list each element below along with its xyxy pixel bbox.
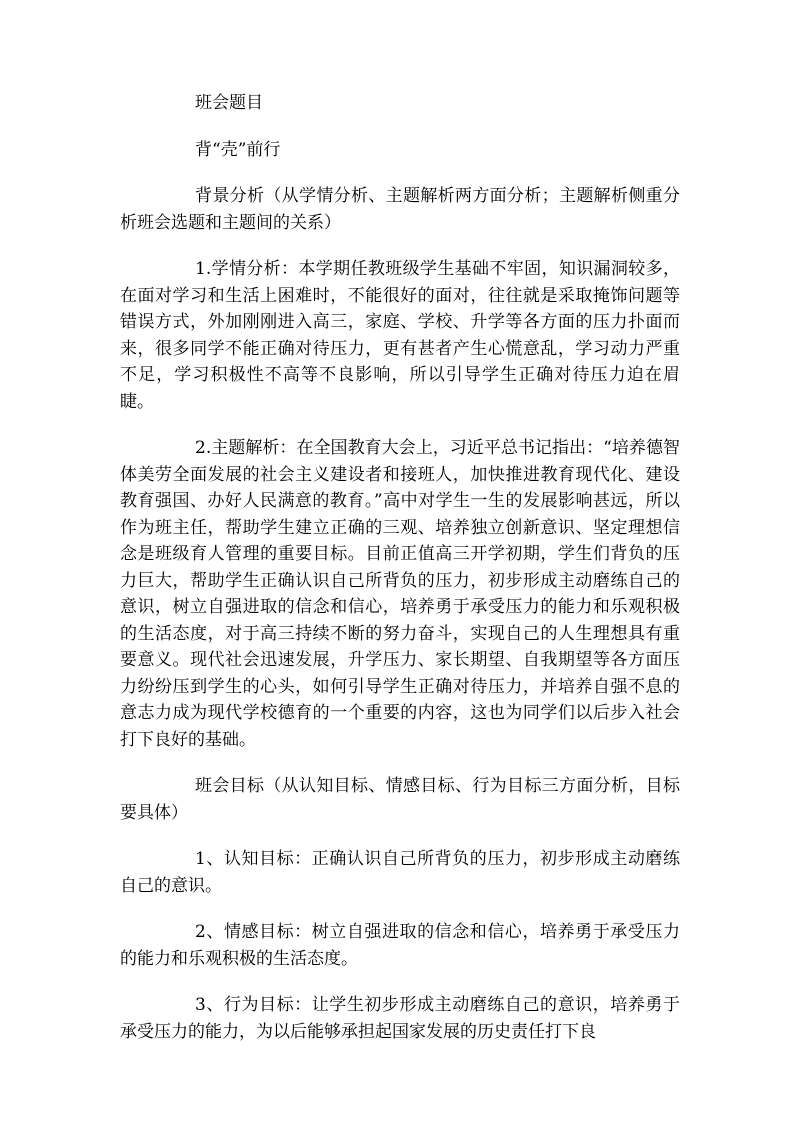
- analysis-paragraph-1: 1.学情分析：本学期任教班级学生基础不牢固，知识漏洞较多，在面对学习和生活上困难时，不能很好的面对，往往就是采取掩饰问题等错误方式，外加刚刚进入高三，家庭、学校、升学等各方面的压力扑面而来，很多同学不能正确对待压力，更有甚者产生心慌意乱，学习动力严重不足，学习积极性不高等不良影响，所以引导学生正确对待压力迫在眉睫。: [120, 259, 680, 412]
- goal-item-3: 3、行为目标：让学生初步形成主动磨练自己的意识，培养勇于承受压力的能力，为以后能够承担起国家发展的历史责任打下良: [120, 995, 680, 1042]
- document-body: [120, 90, 680, 1065]
- title-label: 班会题目: [195, 93, 263, 113]
- goal-heading: 班会目标（从认知目标、情感目标、行为目标三方面分析，目标要具体）: [120, 776, 680, 823]
- page-title: 背“壳”前行: [195, 139, 281, 160]
- goal-item-2: 2、情感目标：树立自强进取的信念和信心，培养勇于承受压力的能力和乐观积极的生活态度。: [120, 922, 680, 969]
- analysis-paragraph-2: 2.主题解析：在全国教育大会上，习近平总书记指出：“培养德智体美劳全面发展的社会主义建设者和接班人，加快推进教育现代化、建设教育强国、办好人民满意的教育。”高中对学生一生的发展影响甚远，所以作为班主任，帮助学生建立正确的三观、培养独立创新意识、坚定理想信念是班级育人管理的重要目标。目前正值高三开学初期，学生们背负的压力巨大，帮助学生正确认识自己所背负的压力，初步形成主动磨练自己的意识，树立自强进取的信念和信心，培养勇于承受压力的能力和乐观积极的生活态度，对于高三持续不断的努力奋斗，实现自己的人生理想具有重要意义。现代社会迅速发展，升学压力、家长期望、自我期望等各方面压力纷纷压到学生的心头，如何引导学生正确对待压力，并培养自强不息的意志力成为现代学校德育的一个重要的内容，这也为同学们以后步入社会打下良好的基础。: [120, 438, 680, 750]
- goal-item-1: 1、认知目标：正确认识自己所背负的压力，初步形成主动磨练自己的意识。: [120, 849, 680, 896]
- background-heading: 背景分析（从学情分析、主题解析两方面分析；主题解析侧重分析班会选题和主题间的关系）: [120, 186, 680, 233]
